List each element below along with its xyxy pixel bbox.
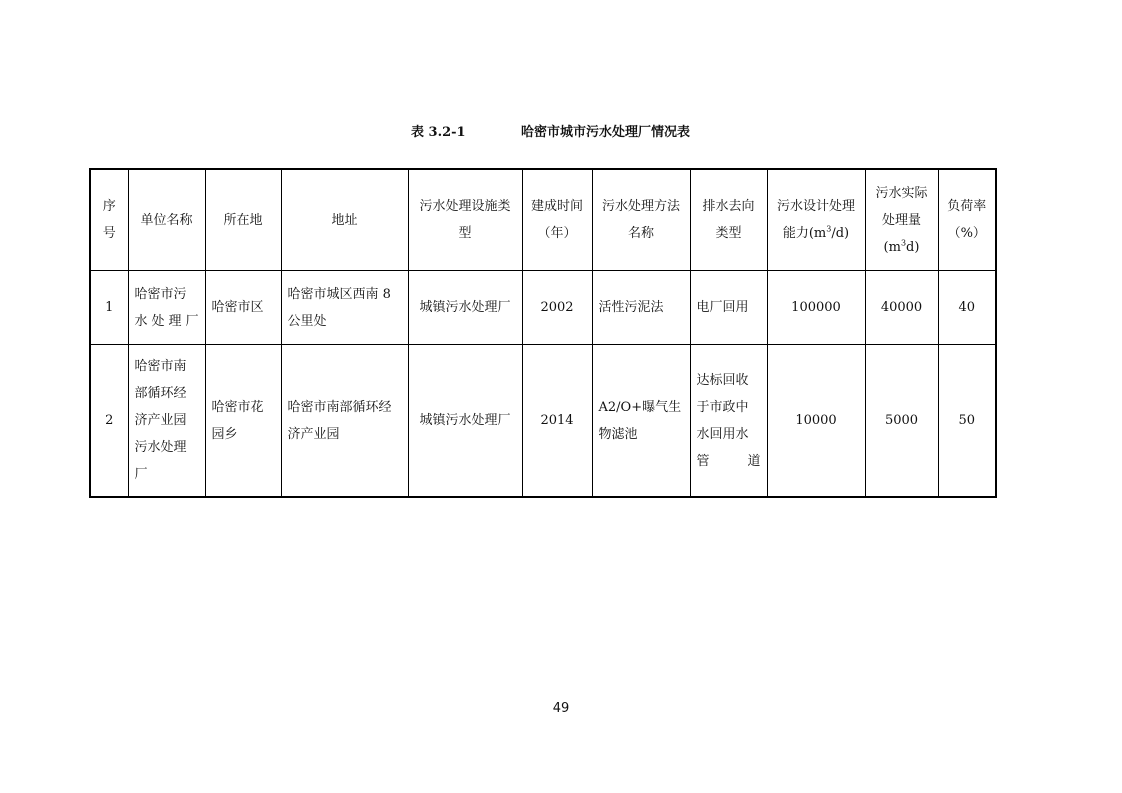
page-number: 49 <box>552 701 570 716</box>
header-method: 污水处理方法名称 <box>592 169 690 271</box>
header-actual <box>865 169 938 271</box>
header-location: 所在地 <box>205 169 281 271</box>
header-actual-unit: d) <box>906 239 920 255</box>
header-seq: 序号 <box>90 169 128 271</box>
cell-unit-name: 哈密市污水处理厂 <box>128 271 205 345</box>
cell-discharge: 达标回收于市政中水回用水管道 <box>690 345 767 498</box>
cell-seq: 1 <box>90 271 128 345</box>
header-facility-type: 污水处理设施类型 <box>408 169 522 271</box>
header-capacity-unit: /d) <box>831 226 850 241</box>
cell-address: 哈密市南部循环经济产业园 <box>281 345 408 498</box>
cell-load-rate: 50 <box>938 345 996 498</box>
cell-method: A2/O+曝气生物滤池 <box>592 345 690 498</box>
cell-build-time: 2014 <box>522 345 592 498</box>
table-header-row <box>90 169 996 271</box>
header-build-time: 建成时间（年） <box>522 169 592 271</box>
cell-build-time: 2002 <box>522 271 592 345</box>
header-capacity-text: 污水设计处理能力(m <box>776 199 855 241</box>
cell-location: 哈密市花园乡 <box>205 345 281 498</box>
table-title: 哈密市城市污水处理厂情况表 <box>521 125 691 140</box>
table-row <box>90 345 996 498</box>
cell-location: 哈密市区 <box>205 271 281 345</box>
cell-actual: 40000 <box>865 271 938 345</box>
cell-capacity: 100000 <box>767 271 865 345</box>
header-address: 地址 <box>281 169 408 271</box>
header-capacity <box>767 169 865 271</box>
wastewater-plant-table <box>89 168 997 498</box>
cell-address: 哈密市城区西南 8 公里处 <box>281 271 408 345</box>
table-caption <box>0 121 1122 141</box>
cell-seq: 2 <box>90 345 128 498</box>
cell-method: 活性污泥法 <box>592 271 690 345</box>
header-actual-text: 污水实际处理量(m <box>875 185 928 255</box>
table-number: 表 3.2-1 <box>411 125 466 140</box>
cell-discharge: 电厂回用 <box>690 271 767 345</box>
header-capacity-sup: 3 <box>826 224 832 234</box>
table-row <box>90 271 996 345</box>
cell-facility-type: 城镇污水处理厂 <box>408 271 522 345</box>
cell-capacity: 10000 <box>767 345 865 498</box>
cell-load-rate: 40 <box>938 271 996 345</box>
cell-facility-type: 城镇污水处理厂 <box>408 345 522 498</box>
header-unit-name: 单位名称 <box>128 169 205 271</box>
header-actual-sup: 3 <box>900 238 907 248</box>
cell-unit-name: 哈密市南部循环经济产业园污水处理厂 <box>128 345 205 498</box>
cell-actual: 5000 <box>865 345 938 498</box>
header-load-rate: 负荷率（%） <box>938 169 996 271</box>
header-discharge: 排水去向类型 <box>690 169 767 271</box>
